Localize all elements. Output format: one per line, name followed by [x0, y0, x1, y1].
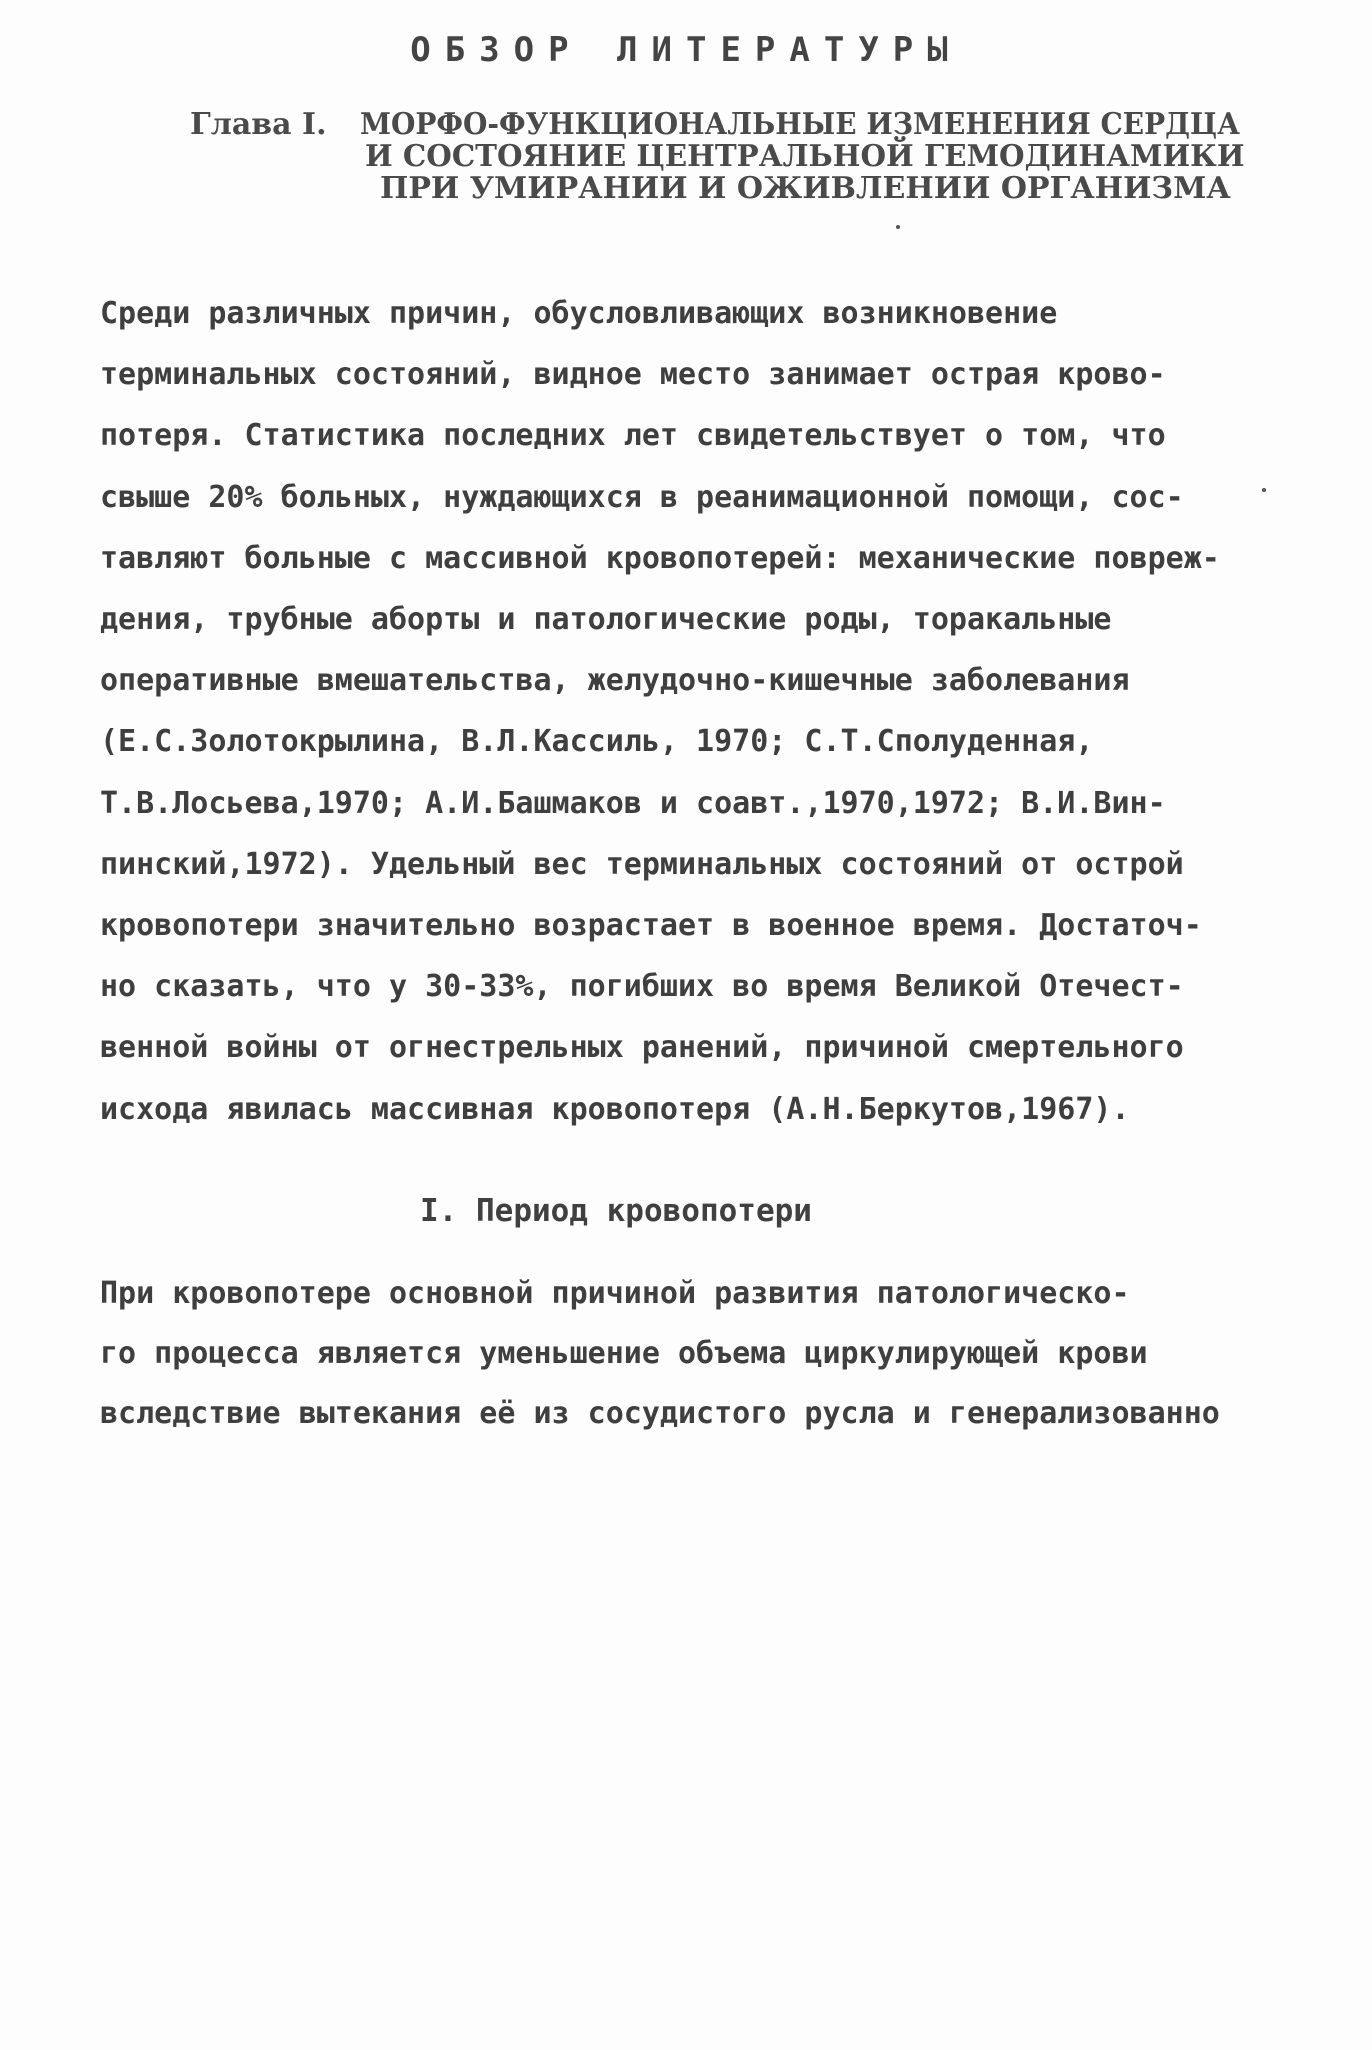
text-line: оперативные вмешательства, желудочно-кишечные заболевания	[100, 663, 1130, 699]
text-line: пинский,1972). Удельный вес терминальных состояний от острой	[100, 846, 1184, 882]
text-line: дения, трубные аборты и патологические роды, торакальные	[100, 602, 1112, 637]
text-line: но сказать, что у 30-33%, погибших во время Великой Отечест-	[100, 969, 1184, 1005]
text-line: потеря. Статистика последних лет свидетельствует о том, что	[100, 418, 1166, 454]
text-line: Среди различных причин, обусловливающих возникновение	[100, 296, 1058, 331]
text-line: При кровопотере основной причиной развития патологическо-	[100, 1276, 1130, 1311]
text-line: (Е.С.Золотокрылина, В.Л.Кассиль, 1970; С.Т.Сполуденная,	[100, 724, 1094, 760]
section-title: I. Период кровопотери	[420, 1193, 812, 1229]
text-line: Т.В.Лосьева,1970; А.И.Башмаков и соавт.,1970,1972; В.И.Вин-	[100, 785, 1166, 821]
chapter-title-line: И СОСТОЯНИЕ ЦЕНТРАЛЬНОЙ ГЕМОДИНАМИКИ	[365, 139, 1245, 174]
text-line: исхода явилась массивная кровопотеря (А.Н.Беркутов,1967).	[100, 1091, 1130, 1127]
stray-ink-mark	[896, 225, 900, 229]
text-line: свыше 20% больных, нуждающихся в реанимационной помощи, сос-	[100, 479, 1184, 515]
page-heading: ОБЗОР ЛИТЕРАТУРЫ	[410, 30, 962, 70]
text-line: тавляют больные с массивной кровопотерей: механические повреж-	[100, 540, 1220, 576]
text-line: кровопотери значительно возрастает в военное время. Достаточ-	[100, 908, 1202, 943]
chapter-label: Глава I.	[190, 107, 327, 142]
text-line: вследствие вытекания её из сосудистого русла и генерализованно	[100, 1396, 1220, 1431]
chapter-title-line: ПРИ УМИРАНИИ И ОЖИВЛЕНИИ ОРГАНИЗМА	[380, 171, 1231, 206]
chapter-title-line: МОРФО-ФУНКЦИОНАЛЬНЫЕ ИЗМЕНЕНИЯ СЕРДЦА	[360, 107, 1240, 142]
stray-ink-mark	[1262, 488, 1266, 492]
text-line: венной войны от огнестрельных ранений, причиной смертельного	[100, 1030, 1184, 1066]
text-line: го процесса является уменьшение объема циркулирующей крови	[100, 1336, 1148, 1371]
text-line: терминальных состояний, видное место занимает острая крово-	[100, 357, 1166, 393]
